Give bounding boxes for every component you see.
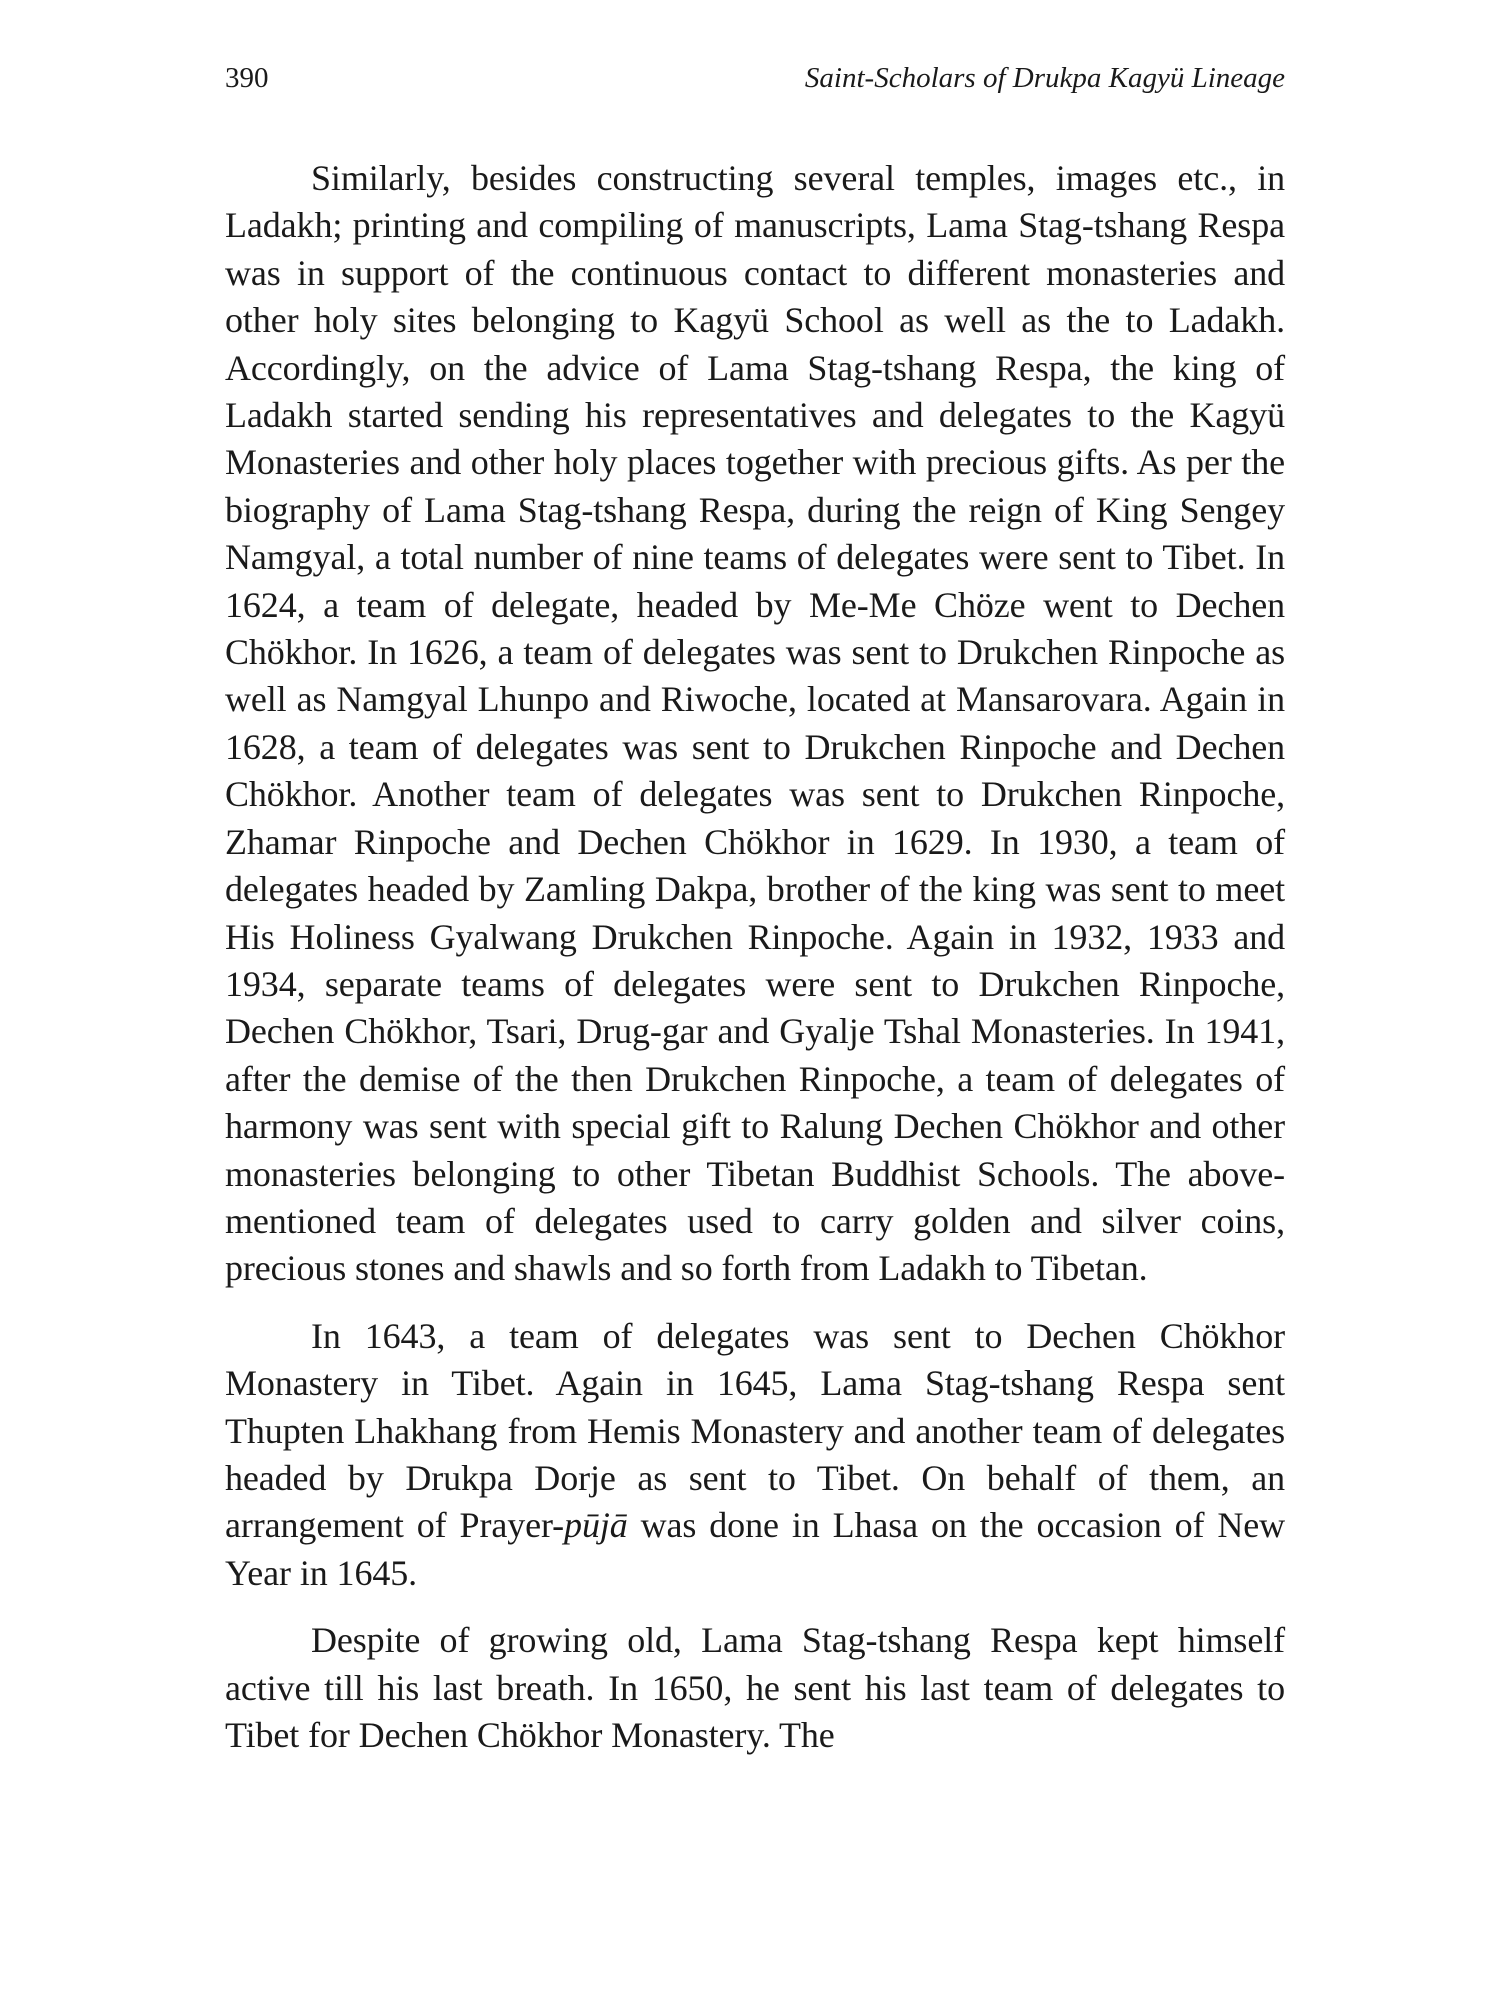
running-header [225, 58, 1285, 98]
paragraph-text: was done in Lhasa on the occasion of New Year in 1645. [225, 1505, 1285, 1593]
paragraph-text: In 1643, a team of delegates was sent to Dechen Chökhor Monastery in Tibet. Again in 1645, Lama Stag-tshang Respa sent Thupten Lhakhang from Hemis Monastery and another team of delegates headed by Drukpa Dorje as sent to Tibet. On behalf of them, an arrangement of Prayer- [225, 1315, 1285, 1546]
italic-term-puja: pūjā [564, 1505, 628, 1546]
book-page [225, 0, 1285, 2000]
paragraph-1643-delegation [225, 1313, 1285, 1597]
page-number: 390 [225, 62, 269, 94]
body-text [225, 155, 1285, 1759]
paragraph-last-delegation: Despite of growing old, Lama Stag-tshang Respa kept himself active till his last breath. In 1650, he sent his last team of delegates to Tibet for Dechen Chökhor Monastery. The [225, 1620, 1285, 1755]
book-title: Saint-Scholars of Drukpa Kagyü Lineage [804, 62, 1285, 94]
paragraph-delegates-to-kagyu-monasteries: Similarly, besides constructing several temples, images etc., in Ladakh; printing and compiling of manuscripts, Lama Stag-tshang Respa was in support of the continuous contact to different monasteries and other holy sites belonging to Kagyü School as well as the to Ladakh. Accordingly, on the advice of Lama Stag-tshang Respa, the king of Ladakh started sending his representatives and delegates to the Kagyü Monasteries and other holy places together with precious gifts. As per the biography of Lama Stag-tshang Respa, during the reign of King Sengey Namgyal, a total number of nine teams of delegates were sent to Tibet. In 1624, a team of delegate, headed by Me-Me Chöze went to Dechen Chökhor. In 1626, a team of delegates was sent to Drukchen Rinpoche as well as Namgyal Lhunpo and Riwoche, located at Mansarovara. Again in 1628, a team of delegates was sent to Drukchen Rinpoche and Dechen Chökhor. Another team of delegates was sent to Drukchen Rinpoche, Zhamar Rinpoche and Dechen Chökhor in 1629. In 1930, a team of delegates headed by Zamling Dakpa, brother of the king was sent to meet His Holiness Gyalwang Drukchen Rinpoche. Again in 1932, 1933 and 1934, separate teams of delegates were sent to Drukchen Rinpoche, Dechen Chökhor, Tsari, Drug-gar and Gyalje Tshal Monasteries. In 1941, after the demise of the then Drukchen Rinpoche, a team of delegates of harmony was sent with special gift to Ralung Dechen Chökhor and other monasteries belonging to other Tibetan Buddhist Schools. The above-mentioned team of delegates used to carry golden and silver coins, precious stones and shawls and so forth from Ladakh to Tibetan. [225, 158, 1285, 1289]
